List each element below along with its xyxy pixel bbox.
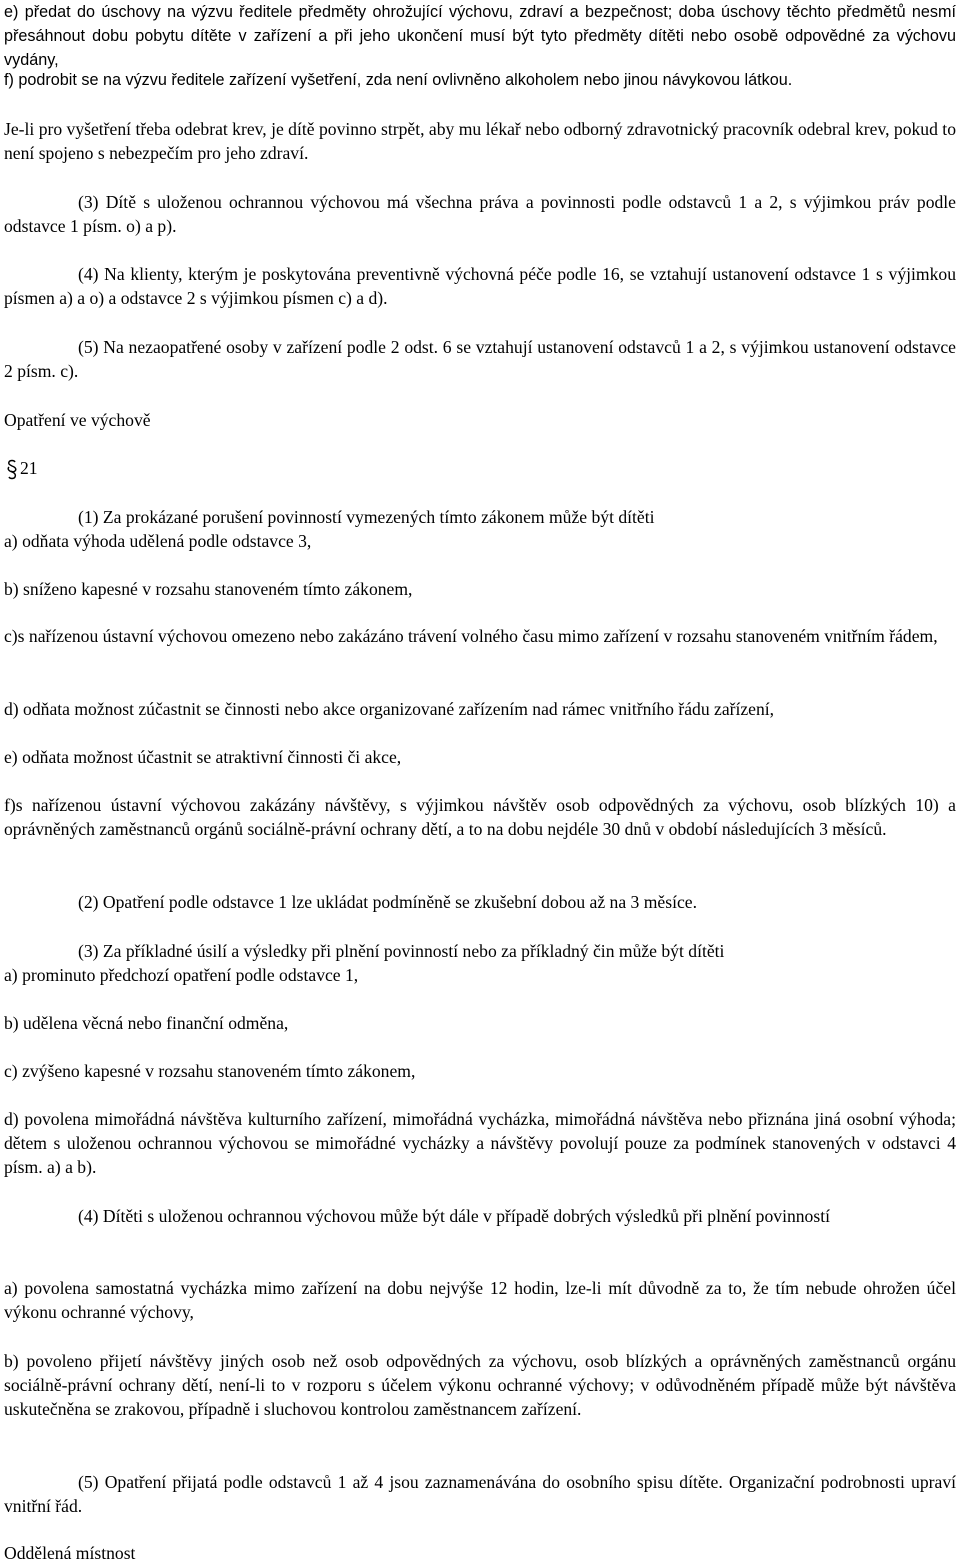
s21-paragraph-5: (5) Opatření přijatá podle odstavců 1 až 4 jsou zaznamenávána do osobního spisu dítěte. Organizační podrobnosti upraví vnitřní řád.: [4, 1472, 956, 1516]
s21-paragraph-3-item-b: b) udělena věcná nebo finanční odměna,: [4, 1013, 289, 1033]
s21-paragraph-4-intro: (4) Dítěti s uloženou ochrannou výchovou může být dále v případě dobrých výsledků při plnění povinností: [78, 1206, 830, 1226]
s21-paragraph-3-intro: (3) Za příkladné úsilí a výsledky při plnění povinností nebo za příkladný čin může být dítěti: [78, 941, 725, 961]
s21-paragraph-1-item-b: b) sníženo kapesné v rozsahu stanoveném tímto zákonem,: [4, 579, 413, 599]
paragraph-f-continuation: Je-li pro vyšetření třeba odebrat krev, je dítě povinno strpět, aby mu lékař nebo odborný zdravotnický pracovník odebral krev, pokud to není spojeno s nebezpečím pro jeho zdraví.: [4, 119, 956, 163]
paragraph-5: (5) Na nezaopatřené osoby v zařízení podle 2 odst. 6 se vztahují ustanovení odstavců 1 a 2, s výjimkou ustanovení odstavce 2 písm. c).: [4, 337, 956, 381]
s21-paragraph-2: (2) Opatření podle odstavce 1 lze ukládat podmíněně se zkušební dobou až na 3 měsíce.: [78, 892, 697, 912]
s21-paragraph-1-item-f: f)s nařízenou ústavní výchovou zakázány návštěvy, s výjimkou návštěv osob odpovědných za výchovu, osob blízkých 10) a oprávněných zaměstnanců orgánů sociálně-právní ochrany dětí, a to na dobu nejdéle 30 dnů v období následujících 3 měsíců.: [4, 795, 956, 839]
paragraph-4: (4) Na klienty, kterým je poskytována preventivně výchovná péče podle 16, se vztahují ustanovení odstavce 1 s výjimkou písmen a) a o) a odstavce 2 s výjimkou písmen c) a d).: [4, 264, 956, 308]
s21-paragraph-1-item-e: e) odňata možnost účastnit se atraktivní činnosti či akce,: [4, 747, 402, 767]
paragraph-f: f) podrobit se na výzvu ředitele zařízení vyšetření, zda není ovlivněno alkoholem nebo jinou návykovou látkou.: [4, 71, 793, 89]
section-number: 21: [20, 458, 38, 478]
heading-measures-in-education: Opatření ve výchově: [4, 410, 151, 430]
s21-paragraph-1-item-d: d) odňata možnost zúčastnit se činnosti nebo akce organizované zařízením nad rámec vnitřního řádu zařízení,: [4, 699, 775, 719]
paragraph-3: (3) Dítě s uloženou ochrannou výchovou má všechna práva a povinnosti podle odstavců 1 a 2, s výjimkou práv podle odstavce 1 písm. o) a p).: [4, 192, 956, 236]
heading-separate-room: Oddělená místnost: [4, 1543, 136, 1563]
s21-paragraph-3-item-a: a) prominuto předchozí opatření podle odstavce 1,: [4, 965, 359, 985]
s21-paragraph-4-item-b: b) povoleno přijetí návštěvy jiných osob než osob odpovědných za výchovu, osob blízkých a oprávněných zaměstnanců orgánu sociálně-právní ochrany dětí, není-li to v rozporu s účelem výkonu ochranné výchovy; v odůvodněném případě může být návštěva uskutečněna se zrakovou, případně i sluchovou kontrolou zaměstnancem zařízení.: [4, 1351, 956, 1419]
s21-paragraph-3-item-d: d) povolena mimořádná návštěva kulturního zařízení, mimořádná vycházka, mimořádná návštěva nebo přiznána jiná osobní výhoda; dětem s uloženou ochrannou výchovou se mimořádné vycházky a návštěvy povolují pouze za podmínek stanovených v odstavci 4 písm. a) a b).: [4, 1109, 956, 1177]
s21-paragraph-1-intro: (1) Za prokázané porušení povinností vymezených tímto zákonem může být dítěti: [78, 507, 655, 527]
s21-paragraph-4-item-a: a) povolena samostatná vycházka mimo zařízení na dobu nejvýše 12 hodin, lze-li mít důvodně za to, že tím nebude ohrožen účel výkonu ochranné výchovy,: [4, 1278, 956, 1322]
s21-paragraph-3-item-c: c) zvýšeno kapesné v rozsahu stanoveném tímto zákonem,: [4, 1061, 416, 1081]
s21-paragraph-1-item-c: c)s nařízenou ústavní výchovou omezeno nebo zakázáno trávení volného času mimo zařízení v rozsahu stanoveném vnitřním řádem,: [4, 626, 938, 646]
paragraph-e: e) předat do úschovy na výzvu ředitele předměty ohrožující výchovu, zdraví a bezpečnost; doba úschovy těchto předmětů nesmí přesáhnout dobu pobytu dítěte v zařízení a při jeho ukončení musí být tyto předměty dítěti nebo osobě odpovědné za výchovu vydány,: [4, 3, 956, 69]
s21-paragraph-1-item-a: a) odňata výhoda udělená podle odstavce 3,: [4, 531, 312, 551]
section-heading-21: [4, 456, 956, 480]
section-sign-icon: [4, 458, 20, 480]
